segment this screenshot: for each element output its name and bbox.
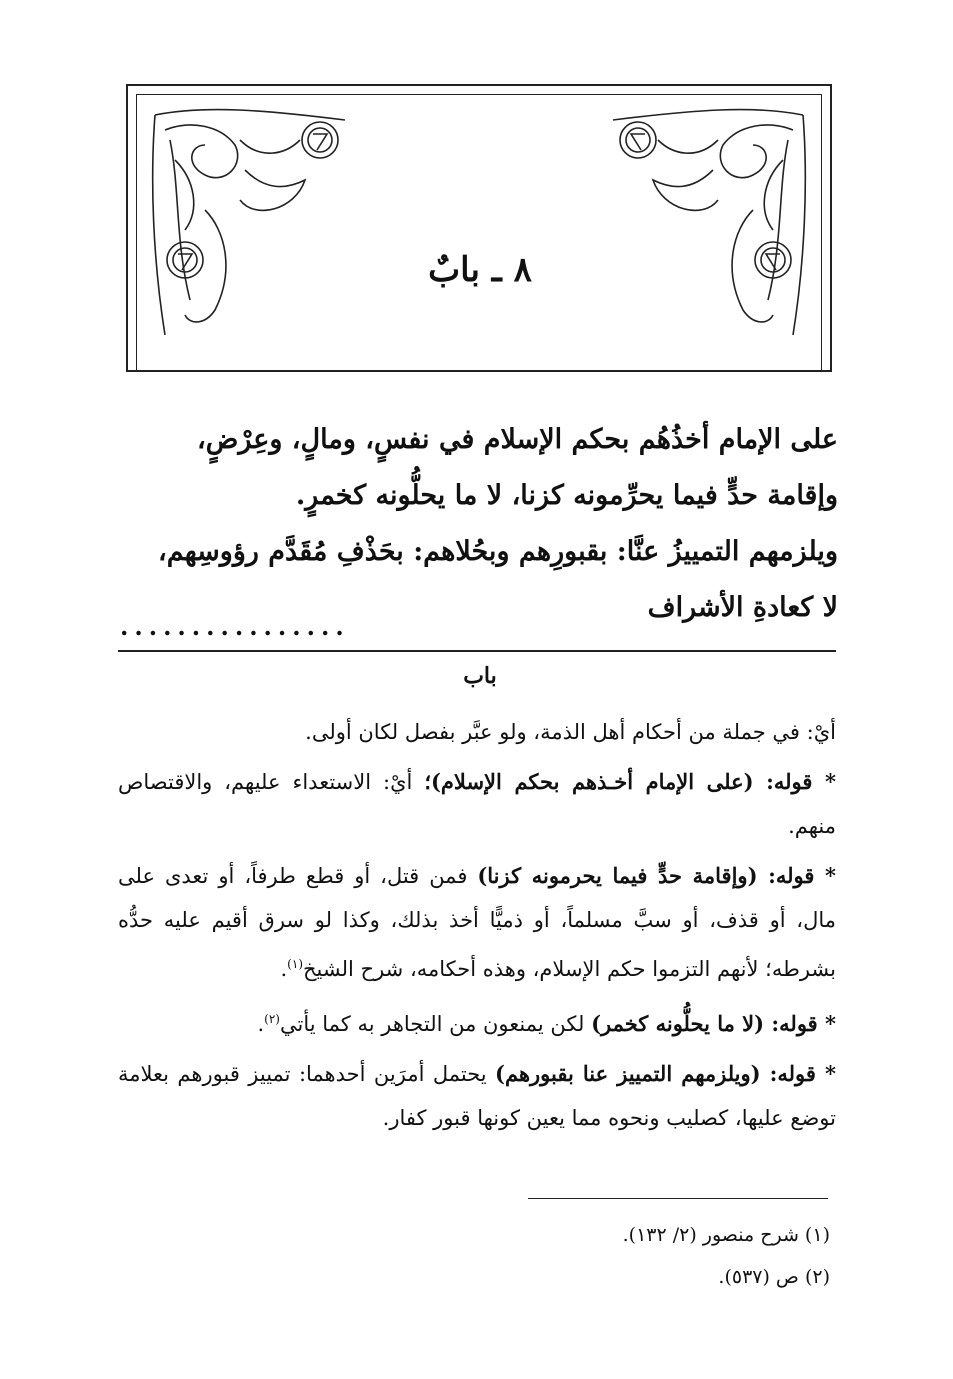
footnote-ref[interactable]: (٢) <box>264 1012 280 1026</box>
sharh-text-span: لكن يمنعون من التجاهر به كما يأتي <box>279 1012 592 1036</box>
quote-bold: * قوله: (وإقامة حدٍّ فيما يحرمونه كزنا) <box>477 863 836 888</box>
sharh-text-span: أيْ: الاستعداء عليهم، والاقتصاص منهم. <box>118 770 836 838</box>
quote-bold: * قوله: (لا ما يحلُّونه كخمر) <box>591 1011 836 1036</box>
sharh-text-span: فمن قتل، أو قطع طرفاً، أو تعدى على مال، أو قذف، أو سبَّ مسلماً، أو ذميًّا أخذ بذلك، وكذا لو سرق أقيم عليه حدُّه بشرطه؛ لأنهم التزموا حكم الإسلام، وهذه أحكامه، شرح الشيخ <box>118 864 836 981</box>
matn-line: وإقامة حدٍّ فيما يحرِّمونه كزنا، لا ما يحلُّونه كخمرٍ. <box>295 480 838 511</box>
sharh-paragraph <box>118 1052 836 1140</box>
corner-ornament-right <box>608 100 813 340</box>
sharh-text-span: . <box>280 957 288 981</box>
sharh-heading: باب <box>463 663 497 689</box>
footnote-item: (١) شرح منصور (٢/ ١٣٢). <box>622 1224 830 1246</box>
quote-bold: * قوله: (على الإمام أخـذهم بحكم الإسلام)؛ <box>424 769 837 794</box>
footnote-ref[interactable]: (١) <box>287 957 303 971</box>
matn-line: على الإمام أخذُهُم بحكم الإسلام في نفسٍ، ومالٍ، وعِرْضٍ، <box>197 424 838 455</box>
dotted-leader: ................ <box>120 612 350 641</box>
sharh-paragraph <box>118 854 836 991</box>
matn-text <box>118 412 838 636</box>
sharh-paragraph <box>118 710 836 754</box>
matn-line: ويلزمهم التمييزُ عنَّا: بقبورِهم وبحُلاهم: بحَذْفِ مُقَدَّم رؤوسِهم، <box>158 536 838 567</box>
footnote-rule <box>528 1198 828 1199</box>
sharh-text-span: يحتمل أمرَين أحدهما: تمييز قبورهم بعلامة توضع عليها، كصليب ونحوه مما يعين كونها قبور كفار. <box>118 1062 836 1130</box>
separator-rule <box>118 650 836 652</box>
footnotes <box>430 1214 830 1298</box>
sharh-text-span: . <box>257 1012 265 1036</box>
sharh-text <box>118 710 836 1140</box>
chapter-title: ٨ ـ بابٌ <box>428 250 532 290</box>
corner-ornament-left <box>145 100 350 340</box>
sharh-text-span: أيْ: في جملة من أحكام أهل الذمة، ولو عبَّر بفصل لكان أولى. <box>305 720 836 744</box>
sharh-paragraph <box>118 997 836 1046</box>
quote-bold: * قوله: (ويلزمهم التمييز عنا بقبورهم) <box>495 1061 836 1086</box>
sharh-paragraph <box>118 760 836 848</box>
footnote-item: (٢) ص (٥٣٧). <box>718 1266 830 1288</box>
matn-line: لا كعادةِ الأشراف <box>647 592 838 623</box>
